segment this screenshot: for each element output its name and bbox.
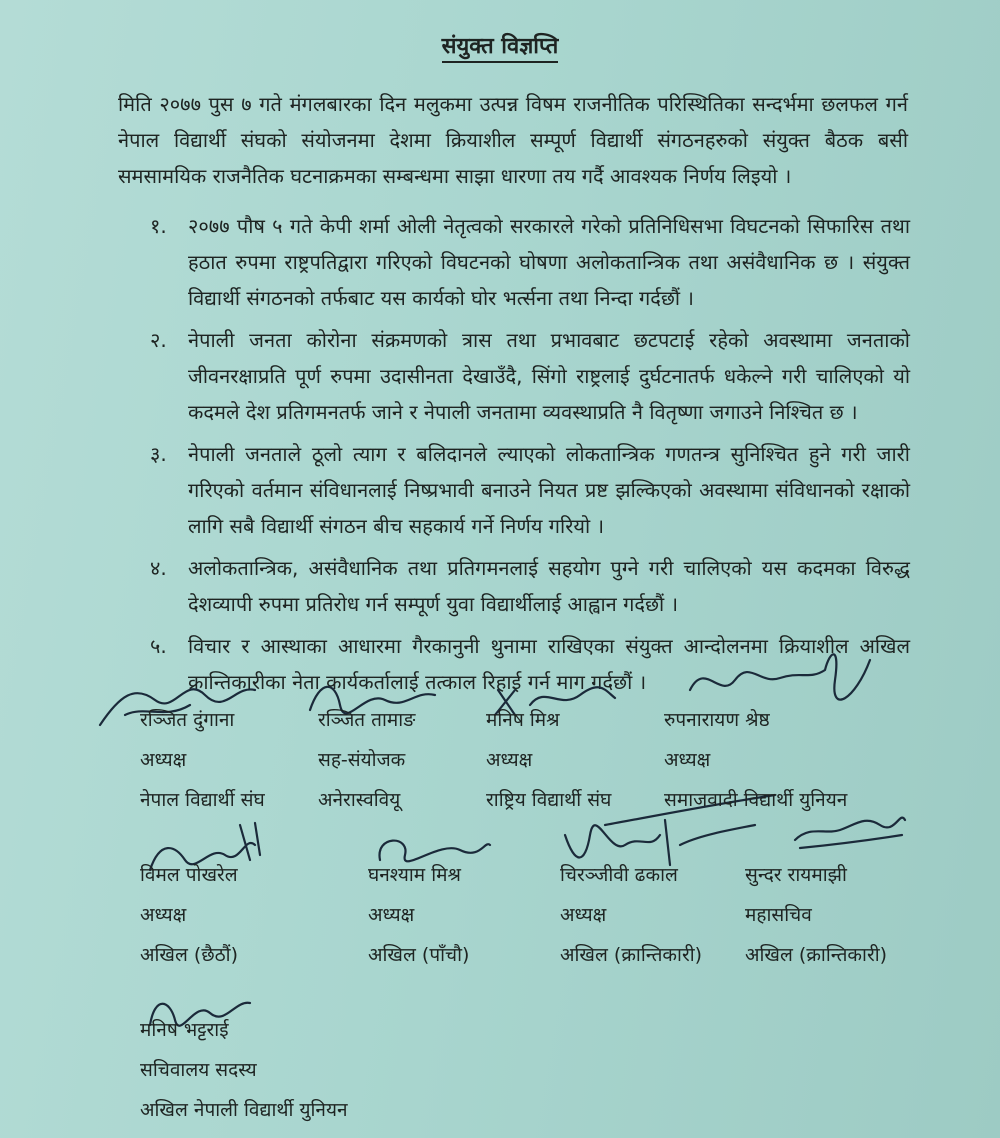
signatory-role: अध्यक्ष xyxy=(140,749,187,771)
signatory-org: अखिल (पाँचौ) xyxy=(368,944,470,966)
decision-text: अलोकतान्त्रिक, असंवैधानिक तथा प्रतिगमनलाई सहयोग पुग्ने गरी चालिएको यस कदमका विरुद्ध देशव्यापी रुपमा प्रतिरोध गर्न सम्पूर्ण युवा विद्यार्थीलाई आह्वान गर्दछौं । xyxy=(188,556,910,616)
signatory-name: रञ्जित तामाङ xyxy=(318,709,416,731)
decision-text: नेपाली जनता कोरोना संक्रमणको त्रास तथा प्रभावबाट छटपटाई रहेको अवस्थामा जनताको जीवनरक्षाप्रति पूर्ण रुपमा उदासीनता देखाउँदै, सिंगो राष्ट्रलाई दुर्घटनातर्फ धकेल्ने गरी चालिएको यो कदमले देश प्रतिगमनतर्फ जाने र नेपाली जनतामा व्यवस्थाप्रति नै वितृष्णा जगाउने निश्चित छ । xyxy=(188,328,910,424)
signatory-name: मनिष मिश्र xyxy=(486,709,560,731)
signatory-name: मनिष भट्टराई xyxy=(140,1019,229,1041)
signatory-org: अखिल (छैठौं) xyxy=(140,944,239,966)
signatory-block xyxy=(664,700,847,820)
signatory-role: अध्यक्ष xyxy=(560,904,607,926)
signatory-block xyxy=(486,700,611,820)
signatory-org: अखिल (क्रान्तिकारी) xyxy=(560,944,703,966)
signatory-role: अध्यक्ष xyxy=(368,904,415,926)
signatory-org: अखिल नेपाली विद्यार्थी युनियन xyxy=(140,1099,348,1121)
signatory-name: चिरञ्जीवी ढकाल xyxy=(560,864,678,886)
signatory-block xyxy=(318,700,415,820)
signatory-name: विमल पोखरेल xyxy=(140,864,238,886)
signatory-block xyxy=(140,855,238,975)
decision-number: २. xyxy=(150,328,167,352)
signatory-block xyxy=(368,855,469,975)
document-title xyxy=(0,30,1000,60)
signatory-block xyxy=(140,1010,348,1130)
signatory-org: नेपाल विद्यार्थी संघ xyxy=(140,789,265,811)
intro-paragraph: मिति २०७७ पुस ७ गते मंगलबारका दिन मलुकमा उत्पन्न विषम राजनीतिक परिस्थितिका सन्दर्भमा छलफल गर्न नेपाल विद्यार्थी संघको संयोजनमा देशमा क्रियाशील सम्पूर्ण विद्यार्थी संगठनहरुको संयुक्त बैठक बसी समसामयिक राजनैतिक घटनाक्रमका सम्बन्धमा साझा धारणा तय गर्दै आवश्यक निर्णय लिइयो । xyxy=(118,92,908,188)
signatory-org: अनेरास्ववियू xyxy=(318,789,401,811)
signatory-role: सचिवालय सदस्य xyxy=(140,1059,257,1081)
decision-item xyxy=(150,550,910,622)
signatory-block xyxy=(140,700,265,820)
decision-list xyxy=(150,208,910,706)
decision-number: ४. xyxy=(150,556,167,580)
decision-item xyxy=(150,436,910,544)
decision-number: ३. xyxy=(150,442,167,466)
signatory-name: सुन्दर रायमाझी xyxy=(745,864,847,886)
signatory-org: राष्ट्रिय विद्यार्थी संघ xyxy=(486,789,612,811)
decision-number: १. xyxy=(150,214,167,238)
decision-text: २०७७ पौष ५ गते केपी शर्मा ओली नेतृत्वको सरकारले गरेको प्रतिनिधिसभा विघटनको सिफारिस तथा हठात रुपमा राष्ट्रपतिद्वारा गरिएको विघटनको घोषणा अलोकतान्त्रिक तथा असंवैधानिक छ । संयुक्त विद्यार्थी संगठनको तर्फबाट यस कार्यको घोर भर्त्सना तथा निन्दा गर्दछौं । xyxy=(188,214,910,310)
signatory-name: रुपनारायण श्रेष्ठ xyxy=(664,709,770,731)
signatory-role: महासचिव xyxy=(745,904,812,926)
decision-item xyxy=(150,322,910,430)
decision-text: नेपाली जनताले ठूलो त्याग र बलिदानले ल्याएको लोकतान्त्रिक गणतन्त्र सुनिश्चित हुने गरी जारी गरिएको वर्तमान संविधानलाई निष्प्रभावी बनाउने नियत प्रष्ट झल्किएको अवस्थामा संविधानको रक्षाको लागि सबै विद्यार्थी संगठन बीच सहकार्य गर्ने निर्णय गरियो । xyxy=(188,442,910,538)
decision-item xyxy=(150,208,910,316)
decision-text: विचार र आस्थाका आधारमा गैरकानुनी थुनामा राखिएका संयुक्त आन्दोलनमा क्रियाशील अखिल क्रान्तिकारीका नेता कार्यकर्तालाई तत्काल रिहाई गर्न माग गर्दछौं । xyxy=(188,634,910,694)
signatory-block xyxy=(745,855,887,975)
signatory-org: अखिल (क्रान्तिकारी) xyxy=(745,944,888,966)
signatory-block xyxy=(560,855,702,975)
signatory-role: अध्यक्ष xyxy=(140,904,187,926)
signatory-org: समाजवादी विद्यार्थी युनियन xyxy=(664,789,848,811)
signatory-name: घनश्याम मिश्र xyxy=(368,864,461,886)
signatory-role: अध्यक्ष xyxy=(664,749,711,771)
signatory-role: सह-संयोजक xyxy=(318,749,406,771)
signatory-name: रञ्जित दुंगाना xyxy=(140,709,235,731)
decision-number: ५. xyxy=(150,634,167,658)
document-title-text: संयुक्त विज्ञप्ति xyxy=(442,34,559,63)
signatory-role: अध्यक्ष xyxy=(486,749,533,771)
